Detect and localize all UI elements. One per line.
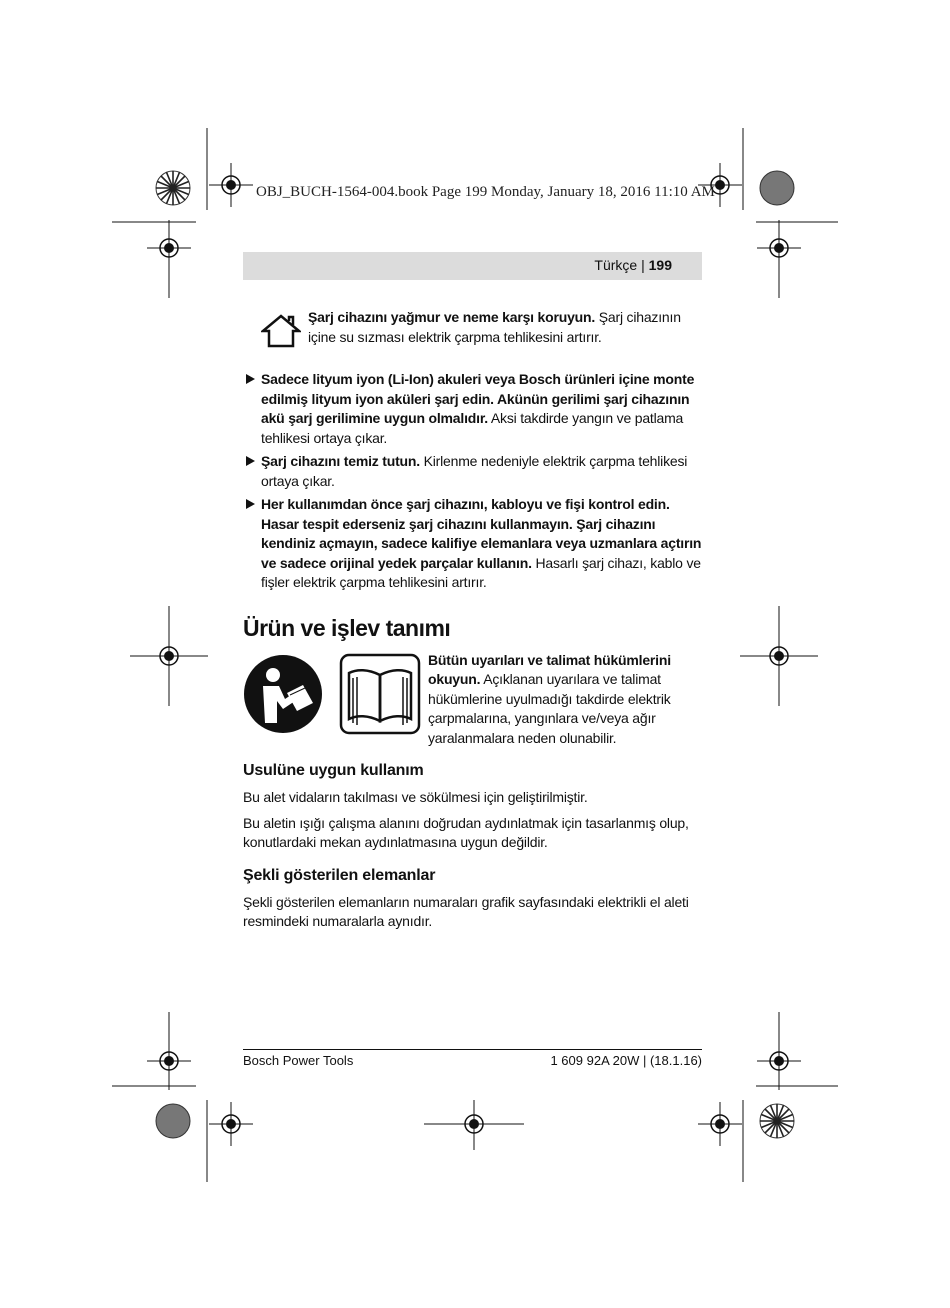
read-instructions-block [243, 651, 702, 749]
list-item [243, 495, 702, 593]
print-slug-line: OBJ_BUCH-1564-004.book Page 199 Monday, January 18, 2016 11:10 AM [256, 184, 715, 200]
footer-divider [243, 1049, 702, 1050]
read-instructions-text [428, 651, 702, 749]
starburst-tl [156, 171, 190, 205]
triangle-bullet-icon [246, 374, 255, 384]
page-header [243, 252, 702, 280]
section-title: Ürün ve işlev tanımı [243, 614, 451, 641]
warning-block [243, 308, 702, 348]
bullet-text: Hasarlı şarj cihazı, kablo ve fişler elektrik çarpma tehlikesini artırır. [261, 554, 701, 590]
read-icons [243, 653, 423, 735]
read-instructions-bold: Bütün uyarıları ve talimat hükümlerini okuyun. [428, 651, 671, 687]
footer-brand: Bosch Power Tools [243, 1053, 354, 1068]
components-title: Şekli gösterilen elemanlar [243, 866, 436, 884]
bullet-bold: Şarj cihazını temiz tutun. [261, 453, 420, 469]
bullet-text: Aksi takdirde yangın ve patlama tehlikesi ortaya çıkar. [261, 410, 684, 446]
bullet-bold: Sadece lityum iyon (Li-Ion) akuleri veya Bosch ürünleri içine monte edilmiş lityum iyon aküleri şarj edin. Akünün gerilimi şarj cihazının akü şarj gerilimine uygun olmalıdır. [261, 371, 695, 426]
bullet-text: Kirlenme nedeniyle elektrik çarpma tehlikesi ortaya çıkar. [261, 453, 688, 489]
intended-use-paragraph: Bu alet vidaların takılması ve sökülmesi için geliştirilmiştir. [243, 789, 588, 805]
warning-bold: Şarj cihazını yağmur ve neme karşı koruyun. [308, 309, 596, 325]
intended-use-paragraph: Bu aletin ışığı çalışma alanını doğrudan aydınlatmak için tasarlanmış olup, konutlardaki mekan aydınlatmasına uygun değildir. [243, 814, 689, 850]
bullet-bold: Her kullanımdan önce şarj cihazını, kabloyu ve fişi kontrol edin. Hasar tespit ederseniz şarj cihazını kullanmayın. Şarj cihazını kendiniz açmayın, sadece kalifiye elemanlara veya uzmanlara açtırın ve sadece orijinal yedek parçalar kullanın. [261, 496, 702, 571]
components-paragraph: Şekli gösterilen elemanların numaraları grafik sayfasındaki elektrikli el aleti resmindeki numaralarla aynıdır. [243, 893, 689, 929]
manual-book-icon [341, 655, 419, 733]
header-language: Türkçe [594, 257, 638, 273]
header-separator: | [637, 257, 649, 273]
list-item [243, 452, 702, 491]
house-icon [261, 313, 301, 355]
starburst-br [760, 1104, 794, 1138]
person-reading-icon [244, 655, 322, 733]
triangle-bullet-icon [246, 456, 255, 466]
safety-bullets [243, 370, 702, 593]
read-instructions-body: Açıklanan uyarılara ve talimat hükümlerine uyulmadığı takdirde elektrik çarpmalarına, yangınlara ve/veya ağır yaralanmalara neden olunabilir. [428, 671, 671, 746]
intended-use-title: Usulüne uygun kullanım [243, 762, 424, 779]
warning-text: Şarj cihazının içine su sızması elektrik çarpma tehlikesini artırır. [308, 309, 681, 345]
footer-doc-number: 1 609 92A 20W | (18.1.16) [550, 1053, 702, 1068]
header-label [594, 257, 672, 273]
triangle-bullet-icon [246, 499, 255, 509]
page-number: 199 [648, 257, 672, 273]
list-item [243, 370, 702, 448]
page-content [243, 308, 702, 938]
